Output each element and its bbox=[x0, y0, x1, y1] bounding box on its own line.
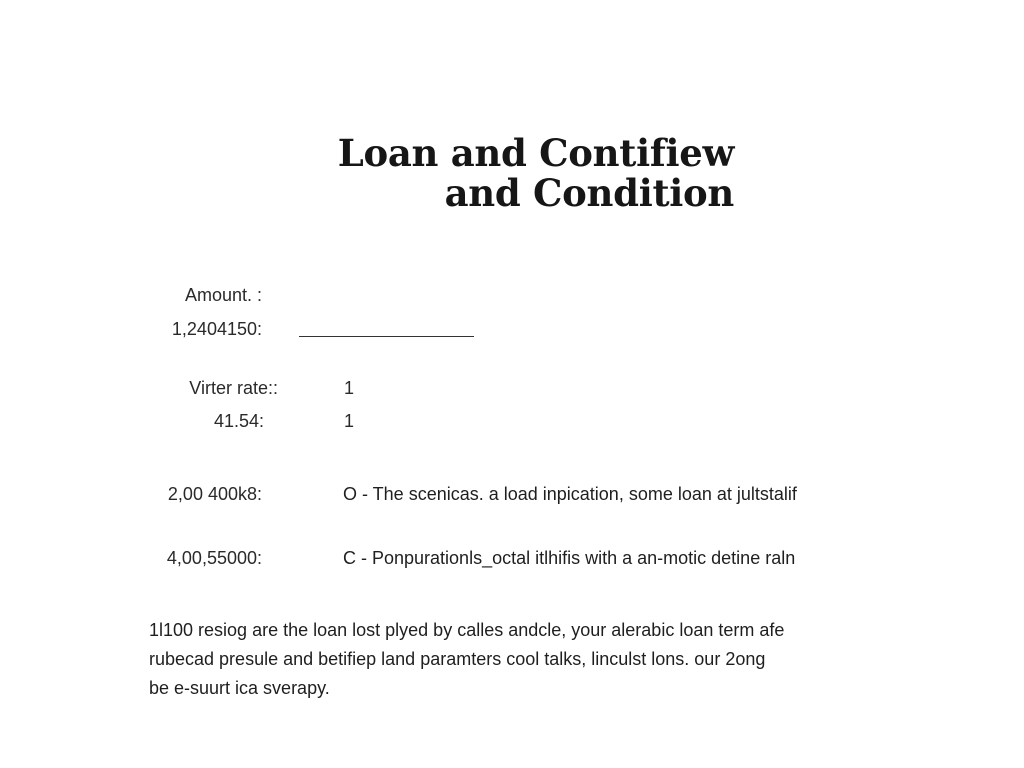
option-2-text[interactable]: C - Ponpurationls_octal itlhifis with a an-motic detine raln bbox=[343, 548, 796, 568]
terms-paragraph bbox=[149, 616, 909, 703]
title-line-2: and Condition bbox=[444, 171, 734, 215]
option-1-text[interactable]: O - The scenicas. a load inpication, some loan at jultstalif bbox=[343, 484, 797, 504]
document-title bbox=[338, 133, 734, 213]
amount-input-line[interactable] bbox=[299, 336, 474, 337]
field-value-rate: 1 bbox=[344, 378, 355, 398]
terms-line-1: 1l100 resiog are the loan lost plyed by calles andcle, your alerabic loan term afe bbox=[149, 620, 785, 640]
terms-line-2: rubecad presule and betifiep land paramters cool talks, linculst lons. our 2ong bbox=[149, 649, 766, 669]
field-label-rate: Virter rate:: bbox=[189, 378, 278, 398]
field-label-option-1: 2,00 400k8: bbox=[167, 484, 262, 504]
field-value-rate-value: 1 bbox=[344, 411, 355, 431]
title-line-1: Loan and Contifiew bbox=[337, 131, 734, 175]
field-label-option-2: 4,00,55000: bbox=[166, 548, 262, 568]
field-label-rate-value: 41.54: bbox=[213, 411, 264, 431]
field-label-amount-value: 1,2404150: bbox=[171, 319, 262, 339]
field-label-amount: Amount. : bbox=[184, 285, 262, 305]
terms-line-3: be e-suurt ica sverapy. bbox=[149, 678, 330, 698]
